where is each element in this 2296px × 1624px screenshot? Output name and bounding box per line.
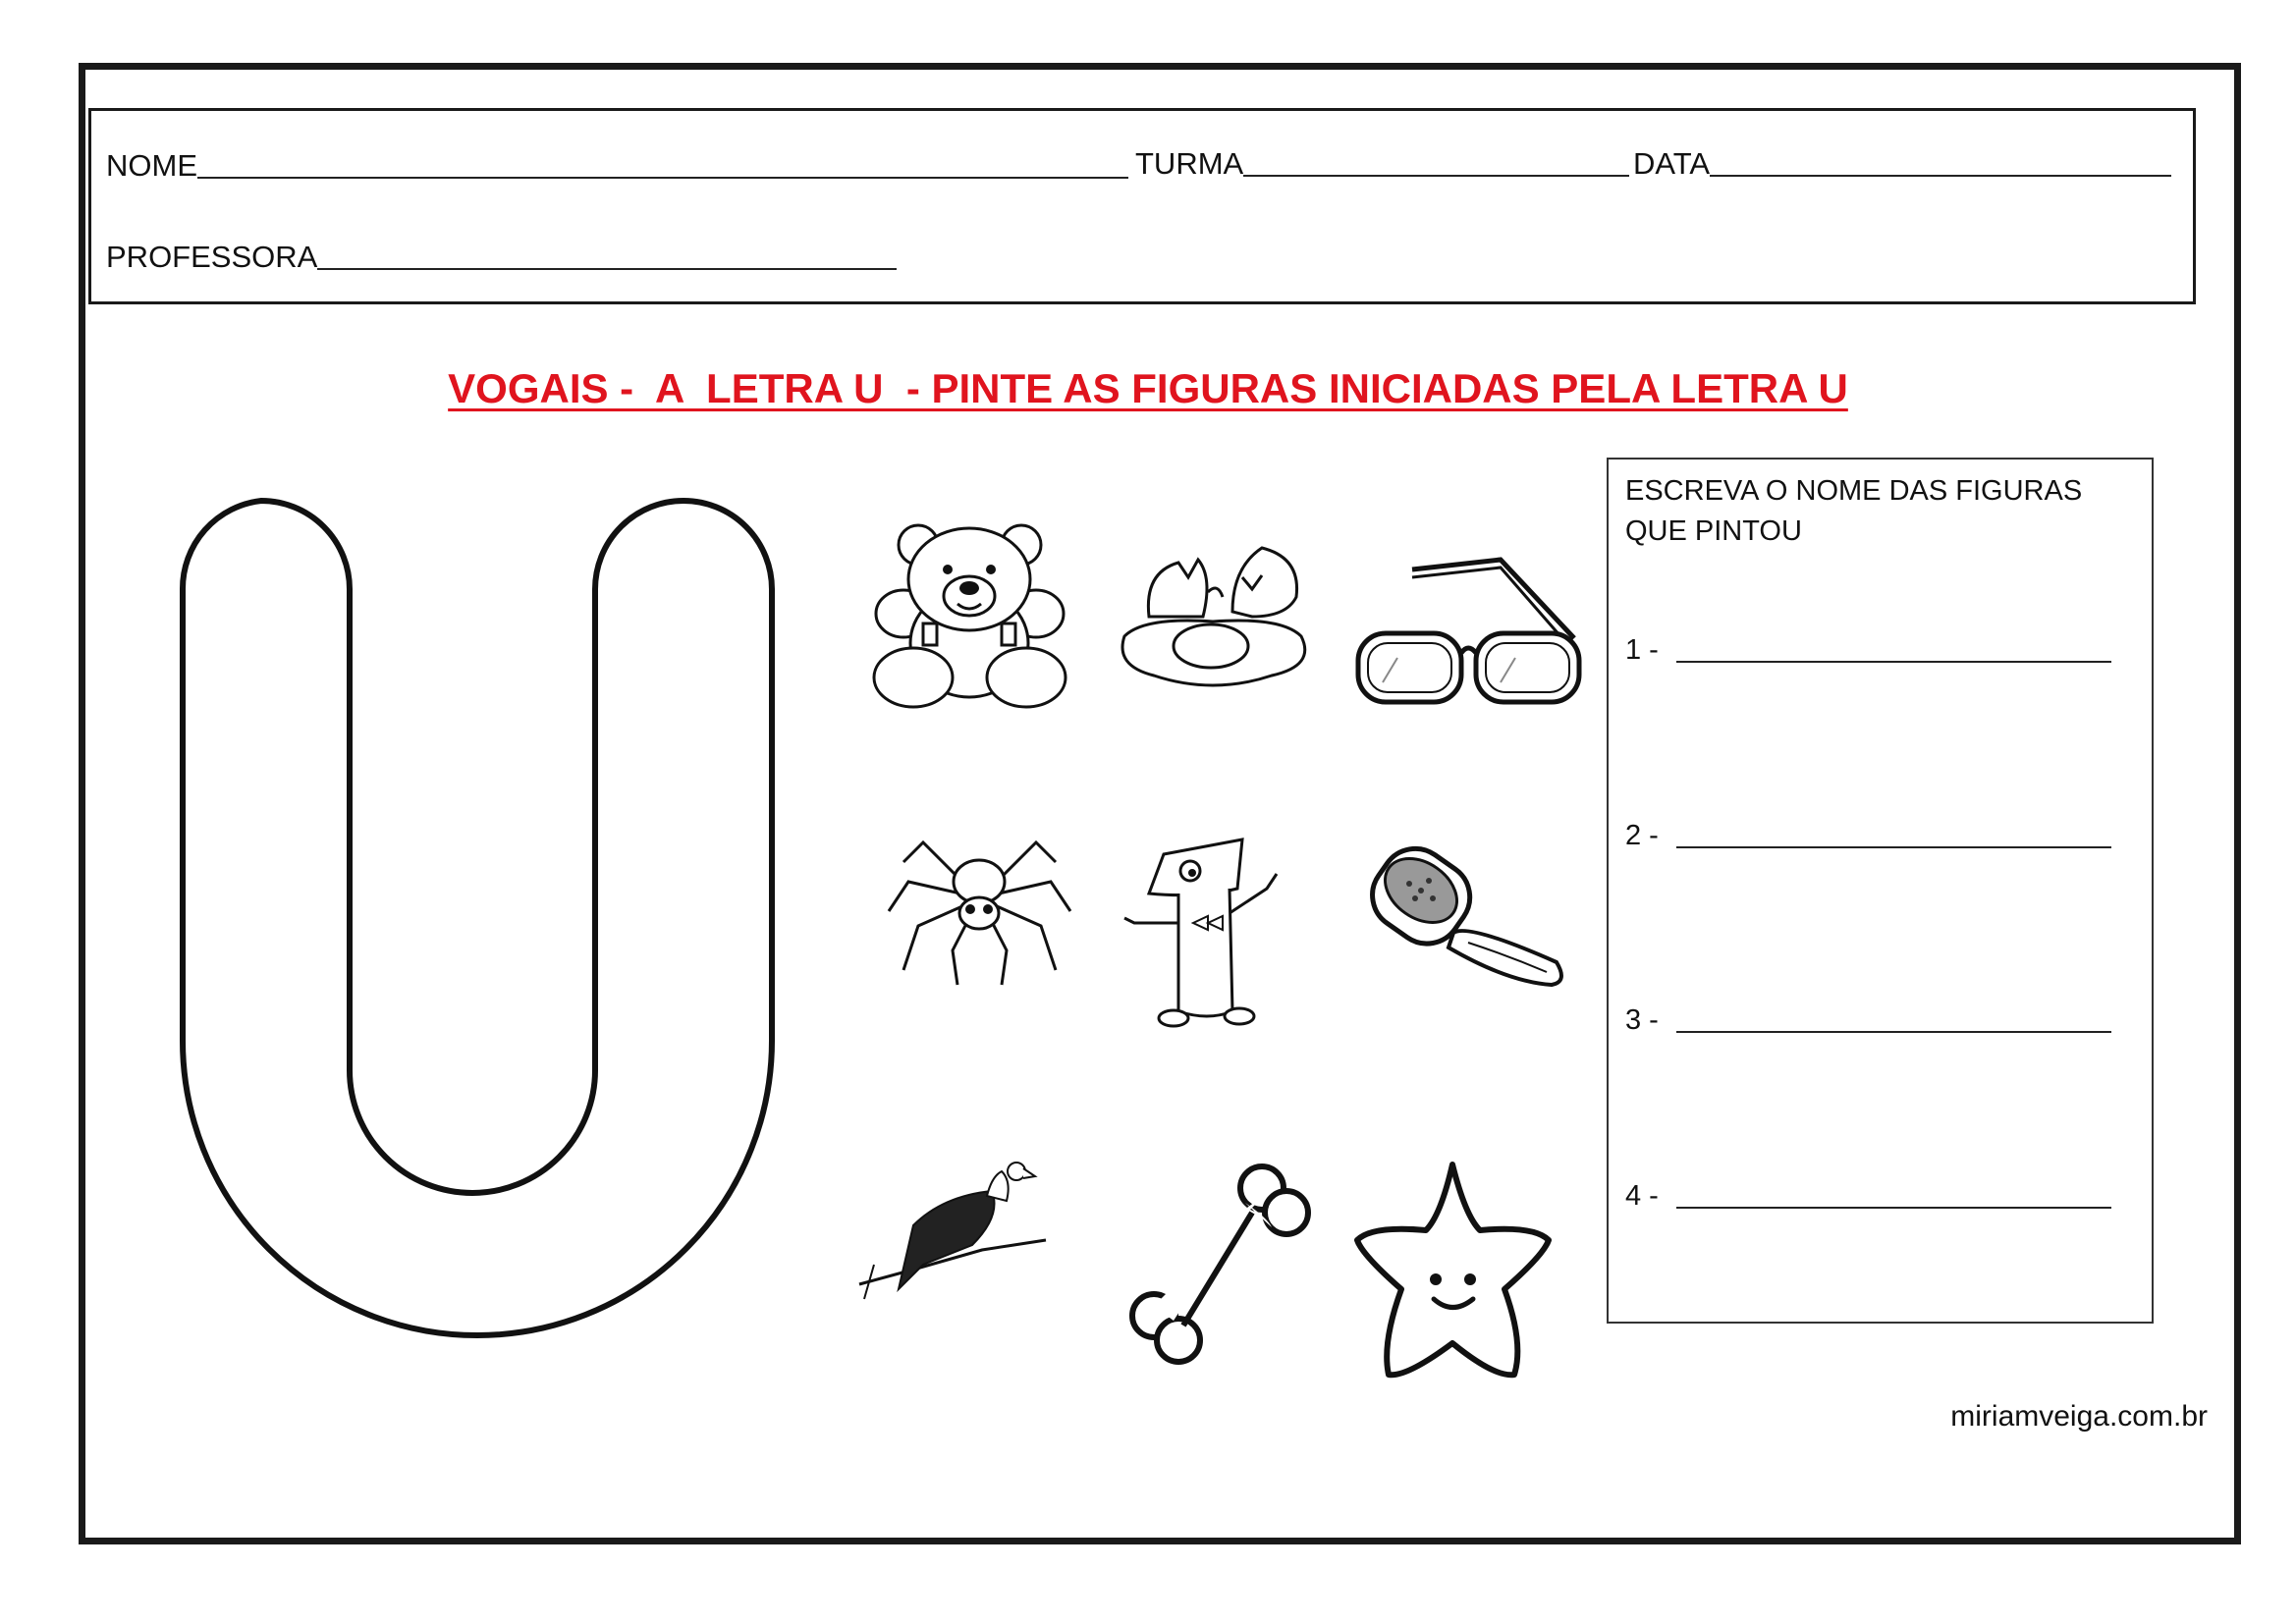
hatching-egg-icon[interactable] (1105, 538, 1326, 695)
spider-icon[interactable] (884, 823, 1075, 990)
answer-row-3[interactable] (1625, 1004, 2111, 1037)
big-letter-u (173, 491, 801, 1355)
bone-icon[interactable] (1129, 1164, 1311, 1365)
star-icon[interactable] (1347, 1157, 1558, 1387)
turma-field[interactable] (1135, 148, 1629, 179)
answer-line[interactable] (1676, 846, 2111, 848)
teddy-bear-icon[interactable] (864, 515, 1075, 712)
professora-field[interactable] (106, 242, 897, 272)
nome-field[interactable] (106, 150, 1128, 181)
student-info-box (88, 108, 2196, 304)
answer-number: 1 - (1625, 634, 1659, 666)
data-label: DATA (1633, 146, 1711, 181)
answer-number: 3 - (1625, 1004, 1659, 1036)
answer-row-1[interactable] (1625, 634, 2111, 667)
glasses-icon[interactable] (1353, 550, 1584, 712)
answer-row-4[interactable] (1625, 1180, 2111, 1213)
data-line[interactable] (1710, 175, 2171, 177)
vulture-icon[interactable] (854, 1157, 1051, 1304)
answer-line[interactable] (1676, 661, 2111, 663)
brush-icon[interactable] (1360, 839, 1571, 997)
site-credit: miriamveiga.com.br (1950, 1400, 2208, 1433)
turma-label: TURMA (1135, 146, 1244, 181)
turma-line[interactable] (1243, 175, 1629, 177)
answer-number: 4 - (1625, 1180, 1659, 1212)
answer-row-2[interactable] (1625, 820, 2111, 852)
nome-label: NOME (106, 148, 197, 183)
professora-line[interactable] (317, 268, 897, 270)
answer-line[interactable] (1676, 1207, 2111, 1209)
nome-line[interactable] (197, 177, 1128, 179)
cartoon-nail-icon[interactable] (1120, 830, 1291, 1031)
answer-box (1607, 458, 2154, 1324)
data-field[interactable] (1633, 148, 2171, 179)
activity-title-text: VOGAIS - A LETRA U - PINTE AS FIGURAS INICIADAS PELA LETRA U (448, 365, 1848, 411)
answer-number: 2 - (1625, 820, 1659, 851)
answer-box-title: ESCREVA O NOME DAS FIGURAS QUE PINTOU (1625, 475, 2083, 547)
professora-label: PROFESSORA (106, 240, 318, 274)
activity-title (0, 365, 2296, 412)
answer-line[interactable] (1676, 1031, 2111, 1033)
